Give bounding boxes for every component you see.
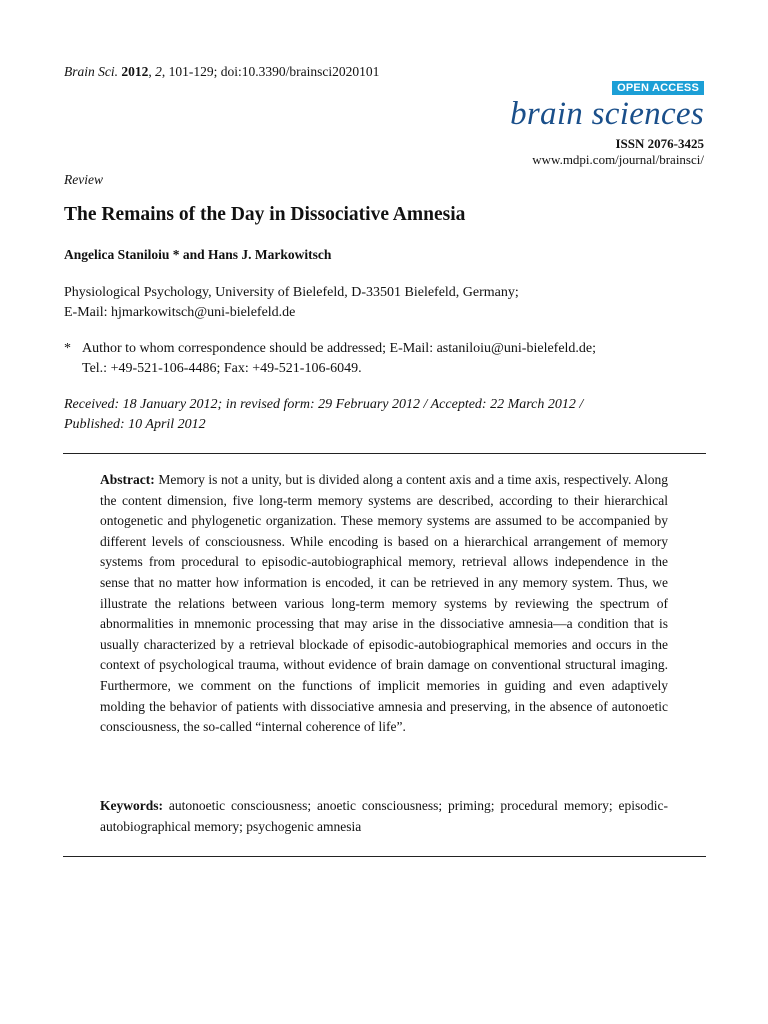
section-divider-top: [63, 453, 706, 454]
affiliation-block: [64, 283, 519, 322]
affiliation-email: E-Mail: hjmarkowitsch@uni-bielefeld.de: [64, 304, 296, 320]
author-list: Angelica Staniloiu * and Hans J. Markowitsch: [64, 247, 332, 262]
journal-abbrev: Brain Sci.: [64, 64, 118, 79]
keywords-text: autonoetic consciousness; anoetic consciousness; priming; procedural memory; episodic-autobiographical memory; psychogenic amnesia: [100, 798, 668, 834]
citation-volume: 2: [155, 64, 162, 79]
dates-line-published: Published: 10 April 2012: [64, 416, 206, 432]
paper-title: The Remains of the Day in Dissociative Amnesia: [64, 204, 466, 225]
citation-line: Brain Sci. 2012, 2, 101-129; doi:10.3390/brainsci2020101: [64, 64, 380, 79]
journal-url: www.mdpi.com/journal/brainsci/: [532, 152, 704, 167]
abstract-label: Abstract:: [100, 472, 155, 487]
journal-issn: ISSN 2076-3425: [615, 136, 704, 151]
correspondence-note: [64, 339, 596, 378]
abstract-paragraph: [100, 470, 668, 738]
abstract-text: Memory is not a unity, but is divided along a content axis and a time axis, respectively. Along the content dimension, five long-term memory systems are described, according to their hierarchical ontogenetic and phylogenetic organization. These memory systems are assumed to be accompanied by different levels of consciousness. While encoding is based on a hierarchical arrangement of memory systems from procedural to episodic-autobiographical memory, retrieval allows independence in the sense that no matter how information is encoded, it can be retrieved in any memory system. Thus, we illustrate the relations between various long-term memory systems by reviewing the spectrum of abnormalities in mnemonic processing that may arise in the dissociative amnesia—a condition that is usually characterized by a retrieval blockade of episodic-autobiographical memories and occurs in the context of psychological trauma, without evidence of brain damage on conventional structural imaging. Furthermore, we comment on the functions of implicit memories in guiding and even adaptively molding the behavior of patients with dissociative amnesia and preserving, in the absence of autonoetic consciousness, the so-called “internal coherence of life”.: [100, 472, 669, 735]
citation-year: 2012: [121, 64, 149, 79]
affiliation-line: Physiological Psychology, University of Bielefeld, D-33501 Bielefeld, Germany;: [64, 285, 519, 300]
dates-line-received: Received: 18 January 2012; in revised form: 29 February 2012 / Accepted: 22 March 2012 /: [64, 397, 584, 412]
section-divider-bottom: [63, 856, 706, 857]
open-access-badge: OPEN ACCESS: [612, 81, 704, 95]
correspondence-line: Author to whom correspondence should be addressed; E-Mail: astaniloiu@uni-bielefeld.de;: [82, 341, 597, 356]
citation-pages-doi: , 101-129; doi:10.3390/brainsci2020101: [161, 64, 380, 79]
publication-dates: [64, 395, 583, 434]
article-type: Review: [64, 172, 103, 187]
correspondence-contact: Tel.: +49-521-106-4486; Fax: +49-521-106-6049.: [82, 360, 362, 376]
journal-logo-name: brain sciences: [510, 96, 704, 132]
keywords-paragraph: [100, 796, 668, 837]
correspondence-marker: *: [64, 341, 71, 356]
keywords-label: Keywords:: [100, 798, 163, 813]
